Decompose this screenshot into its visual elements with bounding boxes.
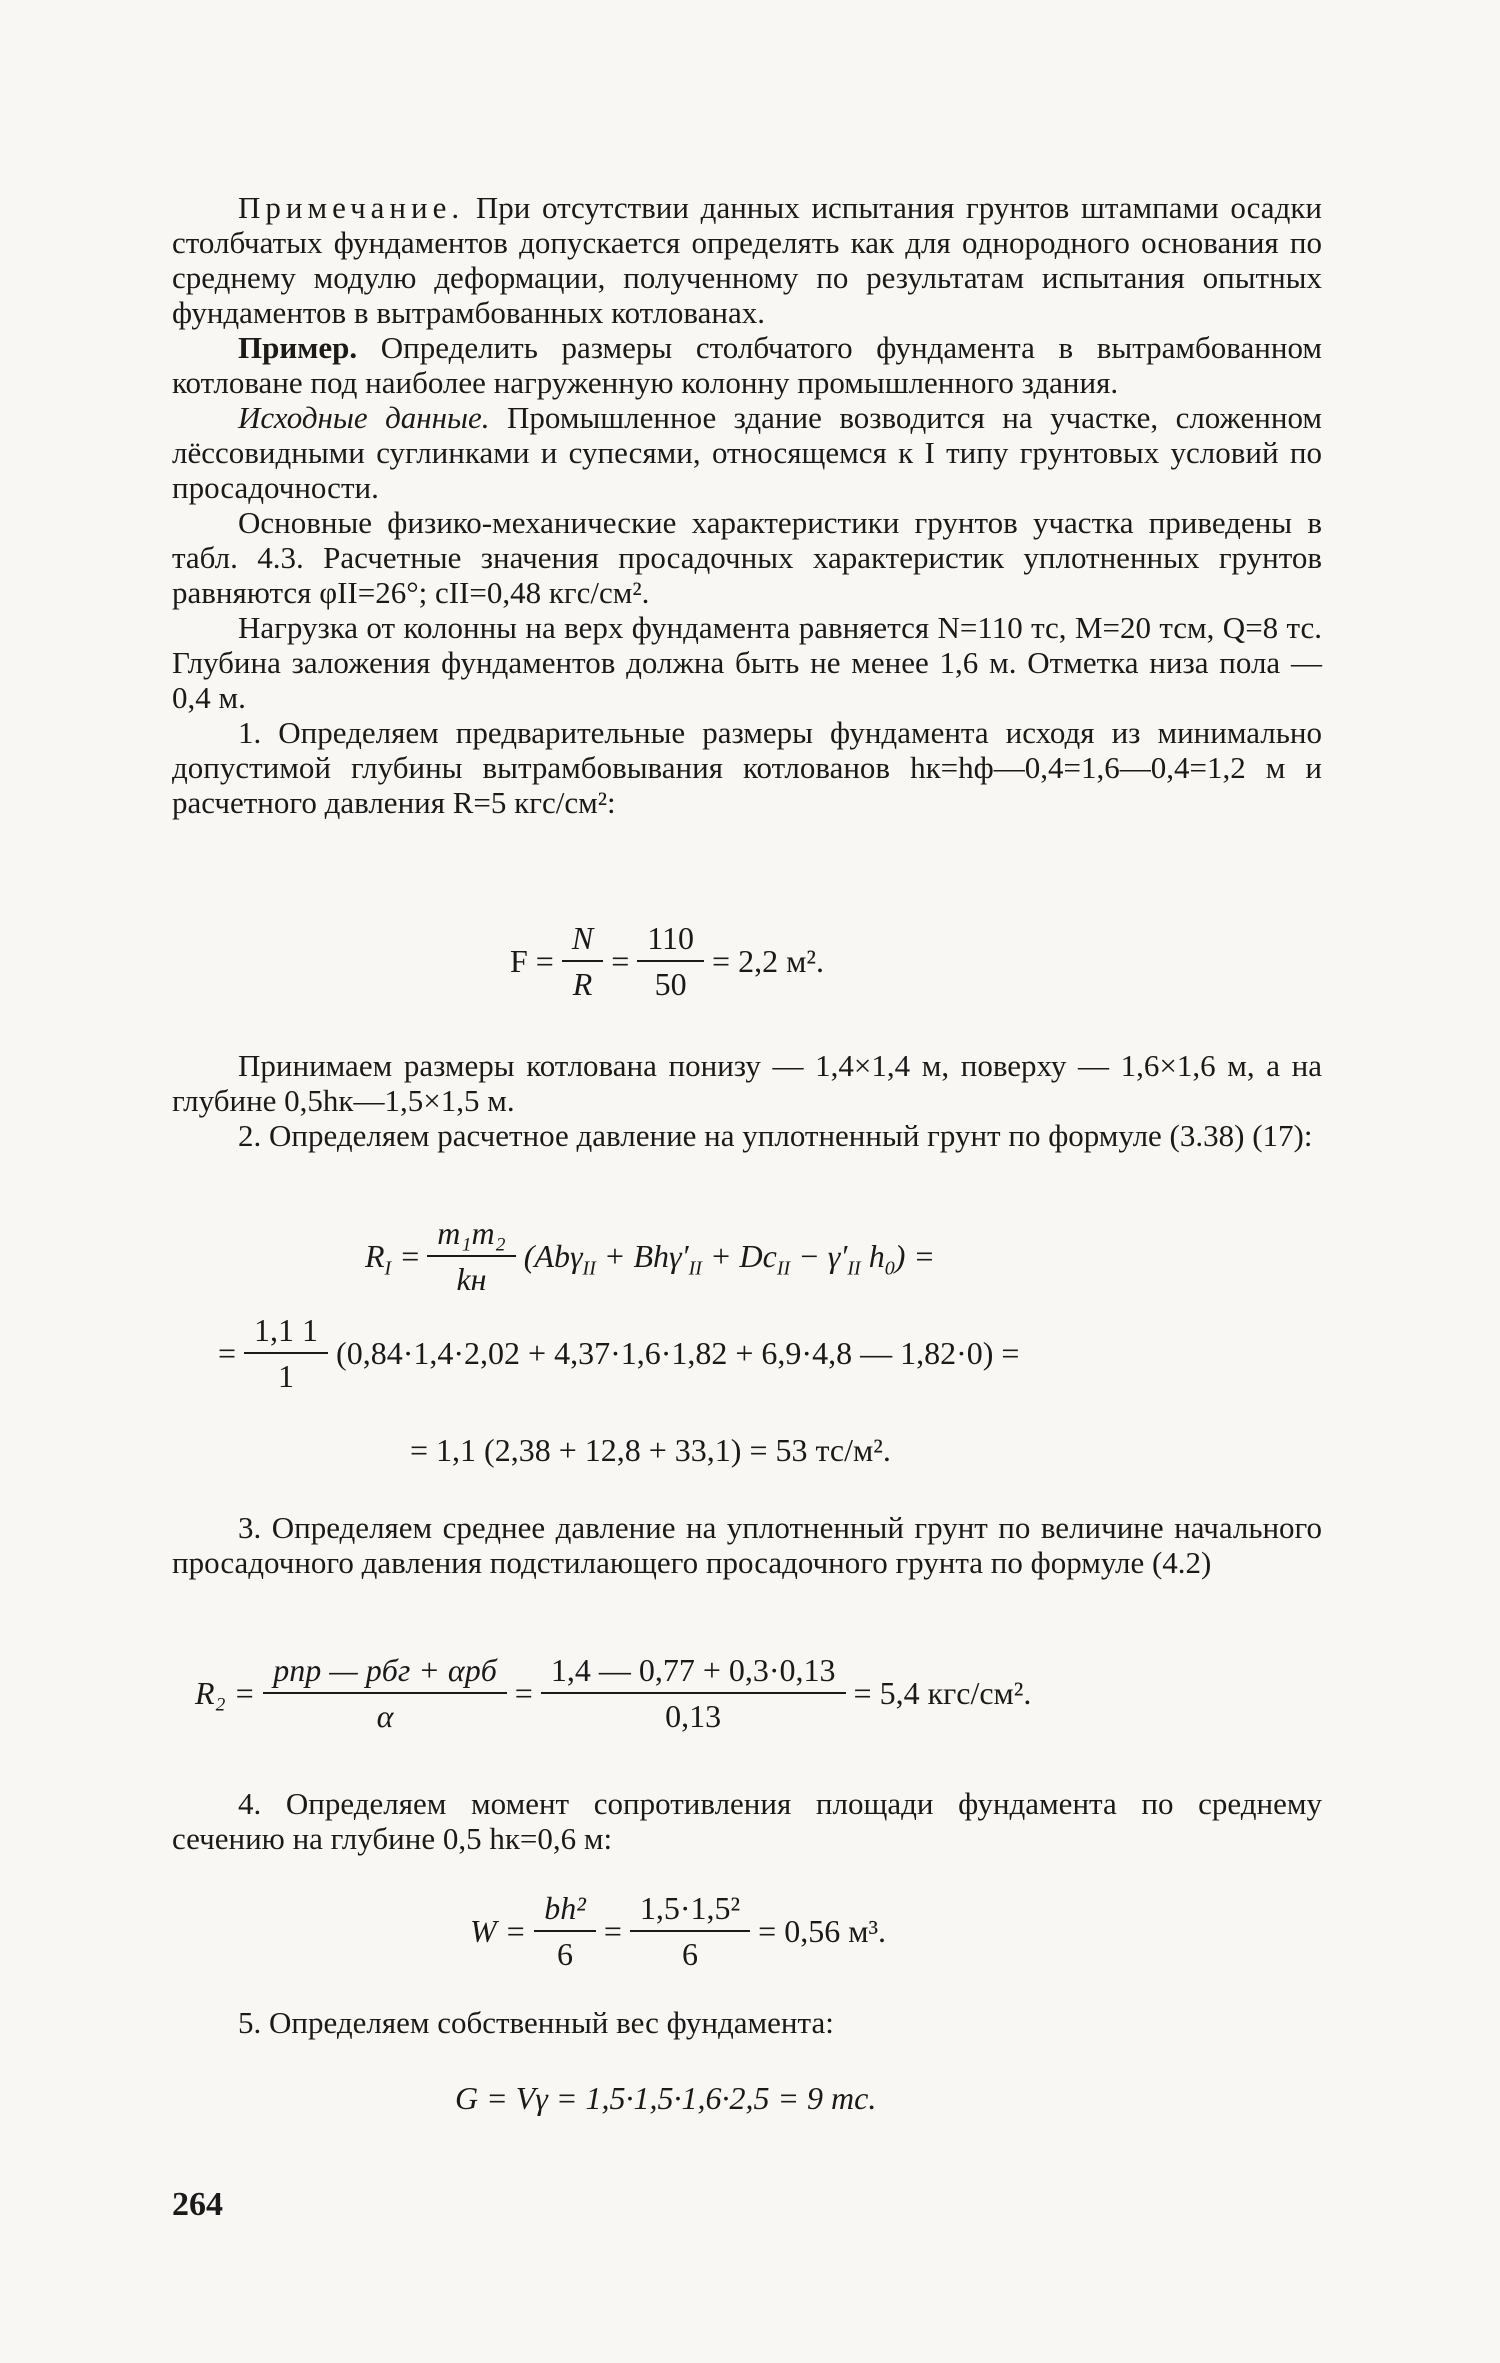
fraction-denominator: 0,13 [665, 1698, 722, 1734]
fraction-denominator: 1 [278, 1358, 295, 1394]
note-paragraph [172, 190, 1322, 330]
fraction-denominator: kн [456, 1261, 487, 1297]
note-text: При отсутствии данных испытания грунтов штампами осадки столбчатых фундаментов допускается определять как для однородного основания по среднему модулю деформации, полученному по результатам испытания опытных фундаментов в вытрамбованных котлованах. [172, 190, 1322, 330]
formula-f-lhs: F = [510, 943, 554, 979]
formula-w-result: = 0,56 м³. [758, 1913, 887, 1949]
fraction-w-numeric [630, 1890, 750, 1972]
fraction-denominator: 50 [654, 966, 687, 1002]
step5-paragraph: 5. Определяем собственный вес фундамента: [238, 2005, 834, 2040]
text-block-accept [172, 1048, 1322, 1153]
fraction-r2-symbolic [263, 1652, 507, 1734]
formula-area-f [510, 920, 824, 1002]
example-label: Пример. [238, 330, 358, 365]
formula-w-lhs: W = [470, 1913, 527, 1949]
sub-5: 0 [884, 1257, 895, 1280]
step2-paragraph: 2. Определяем расчетное давление на уплотненный грунт по формуле (3.38) (17): [238, 1118, 1313, 1153]
formula-r1-body [523, 1238, 935, 1280]
formula-r1-definition [365, 1215, 935, 1297]
sub-1: II [582, 1257, 596, 1280]
fraction-n-over-r [562, 920, 603, 1002]
fraction-numerator: 110 [637, 920, 704, 962]
step1-paragraph: 1. Определяем предварительные размеры фундамента исходя из минимально допустимой глубины вытрамбовывания котлованов hк=hф—0,4=1,6—0,4=1,2 м и расчетного давления R=5 кгс/см²: [172, 715, 1322, 820]
fraction-denominator: 6 [682, 1936, 699, 1972]
term-6: ) = [894, 1238, 935, 1274]
fraction-numerator: 1,5·1,5² [630, 1890, 750, 1932]
fraction-numerator: m₁m₂ [427, 1215, 515, 1257]
example-text: Определить размеры столбчатого фундамента в вытрамбованном котловане под наиболее нагруженную колонну промышленного здания. [172, 330, 1322, 400]
fraction-denominator: 6 [557, 1936, 574, 1972]
term-2: + Bhγ′ [595, 1238, 689, 1274]
sub-3: II [776, 1257, 791, 1280]
equals-sign: = [603, 1913, 622, 1949]
equals-sign: = [611, 943, 630, 979]
fraction-denominator: R [572, 966, 593, 1002]
formula-r2 [195, 1652, 1031, 1734]
fraction-numerator: 1,4 — 0,77 + 0,3·0,13 [541, 1652, 846, 1694]
text-block-step3 [172, 1510, 1322, 1580]
r1-symbol: R [365, 1238, 385, 1274]
example-paragraph [172, 330, 1322, 400]
fraction-numerator: N [562, 920, 603, 962]
formula-r1-result: = 1,1 (2,38 + 12,8 + 33,1) = 53 тс/м². [410, 1432, 891, 1468]
fraction-1-1-over-1 [244, 1312, 328, 1394]
equals-sign: = [514, 1675, 533, 1711]
formula-r2-result: = 5,4 кгс/см². [853, 1675, 1032, 1711]
sub-2: II [688, 1257, 702, 1280]
fraction-numerator: pпр — pбг + αpб [263, 1652, 507, 1694]
load-paragraph: Нагрузка от колонны на верх фундамента равняется N=110 тс, M=20 тсм, Q=8 тс. Глубина заложения фундаментов должна быть не менее 1,6 м. Отметка низа пола — 0,4 м. [172, 610, 1322, 715]
formula-r1-lhs [365, 1238, 392, 1280]
fraction-r2-numeric [541, 1652, 846, 1734]
term-4: − γ′ [790, 1238, 848, 1274]
page-number: 264 [172, 2186, 223, 2223]
term-1: (Abγ [523, 1238, 583, 1274]
fraction-110-over-50 [637, 920, 704, 1002]
term-3: + Dc [701, 1238, 777, 1274]
formula-w [470, 1890, 886, 1972]
r1-subscript: I [384, 1257, 392, 1280]
fraction-m1m2-over-kn [427, 1215, 515, 1297]
initial-data-text: Промышленное здание возводится на участке, сложенном лёссовидными суглинками и супесями, относящемся к I типу грунтовых условий по просадочности. [172, 400, 1323, 505]
formula-r1-substitution [218, 1312, 1019, 1394]
sub-4: II [847, 1257, 861, 1280]
text-block-step5 [172, 2005, 1322, 2040]
formula-g: G = Vγ = 1,5·1,5·1,6·2,5 = 9 тс. [455, 2080, 877, 2116]
soil-properties-paragraph: Основные физико-механические характеристики грунтов участка приведены в табл. 4.3. Расчетные значения просадочных характеристик уплотненных грунтов равняются φII=26°; cII=0,48 кгс/см². [172, 505, 1322, 610]
accept-paragraph: Принимаем размеры котлована понизу — 1,4×1,4 м, поверху — 1,6×1,6 м, а на глубине 0,5hк—1,5×1,5 м. [172, 1048, 1322, 1118]
step4-paragraph: 4. Определяем момент сопротивления площади фундамента по среднему сечению на глубине 0,5 hк=0,6 м: [172, 1786, 1322, 1856]
text-block-step4 [172, 1786, 1322, 1856]
formula-f-result: = 2,2 м². [712, 943, 824, 979]
equals-sign: = [401, 1238, 420, 1274]
initial-data-paragraph [172, 400, 1322, 505]
term-5: h [860, 1238, 885, 1274]
initial-data-label: Исходные данные. [238, 400, 490, 435]
formula-r2-lhs: R₂ = [195, 1675, 256, 1711]
fraction-numerator: bh² [534, 1890, 596, 1932]
fraction-numerator: 1,1 1 [244, 1312, 328, 1354]
formula-r1-substitution-body: (0,84·1,4·2,02 + 4,37·1,6·1,82 + 6,9·4,8 — 1,82·0) = [336, 1335, 1020, 1371]
text-block-top [172, 190, 1322, 820]
fraction-denominator: α [376, 1698, 394, 1734]
equals-sign: = [218, 1335, 237, 1371]
fraction-bh2-over-6 [534, 1890, 596, 1972]
note-label: Примечание. [238, 190, 465, 225]
step3-paragraph: 3. Определяем среднее давление на уплотненный грунт по величине начального просадочного давления подстилающего просадочного грунта по формуле (4.2) [172, 1510, 1322, 1580]
